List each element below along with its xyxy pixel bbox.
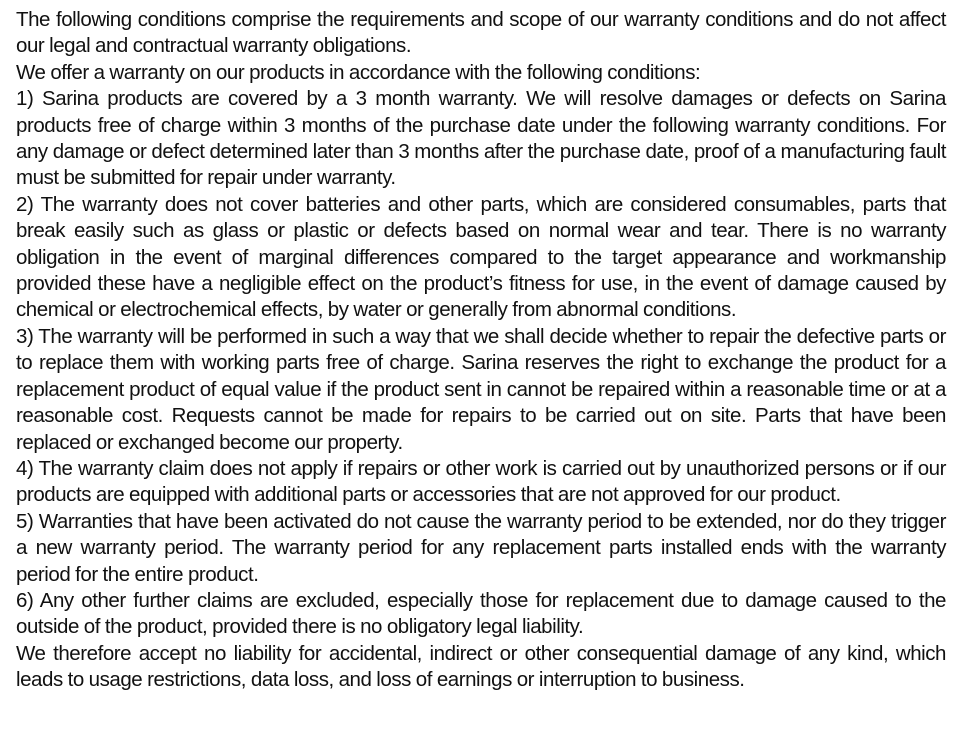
closing-paragraph: We therefore accept no liability for accidental, indirect or other consequential damage of any kind, which leads to usage restrictions, data loss, and loss of earnings or interruption to business.: [16, 641, 946, 692]
offer-paragraph: We offer a warranty on our products in accordance with the following conditions:: [16, 60, 701, 84]
clause-6: 6) Any other further claims are excluded, especially those for replacement due to damage caused to the outside of the product, provided there is no obligatory legal liability.: [16, 588, 946, 639]
intro-paragraph: The following conditions comprise the requirements and scope of our warranty conditions and do not affect our legal and contractual warranty obligations.: [16, 8, 946, 58]
clause-4: 4) The warranty claim does not apply if repairs or other work is carried out by unauthorized persons or if our products are equipped with additional parts or accessories that are not approved for our product.: [16, 456, 946, 507]
warranty-document: [16, 7, 946, 694]
clause-3: 3) The warranty will be performed in such a way that we shall decide whether to repair the defective parts or to replace them with working parts free of charge. Sarina reserves the right to exchange the product for a replacement product of equal value if the product sent in cannot be repaired within a reasonable time or at a reasonable cost. Requests cannot be made for repairs to be carried out on site. Parts that have been replaced or exchanged become our property.: [16, 324, 946, 454]
clause-2: 2) The warranty does not cover batteries and other parts, which are considered consumables, parts that break easily such as glass or plastic or defects based on normal wear and tear. There is no warranty obligation in the event of marginal differences compared to the target appearance and workmanship provided these have a negligible effect on the product’s fitness for use, in the event of damage caused by chemical or electrochemical effects, by water or generally from abnormal conditions.: [16, 192, 946, 322]
clause-1: 1) Sarina products are covered by a 3 month warranty. We will resolve damages or defects on Sarina products free of charge within 3 months of the purchase date under the following warranty conditions. For any damage or defect determined later than 3 months after the purchase date, proof of a manufacturing fault must be submitted for repair under warranty.: [16, 87, 946, 190]
clause-5: 5) Warranties that have been activated do not cause the warranty period to be extended, nor do they trigger a new warranty period. The warranty period for any replacement parts installed ends with the warranty period for the entire product.: [16, 509, 946, 586]
